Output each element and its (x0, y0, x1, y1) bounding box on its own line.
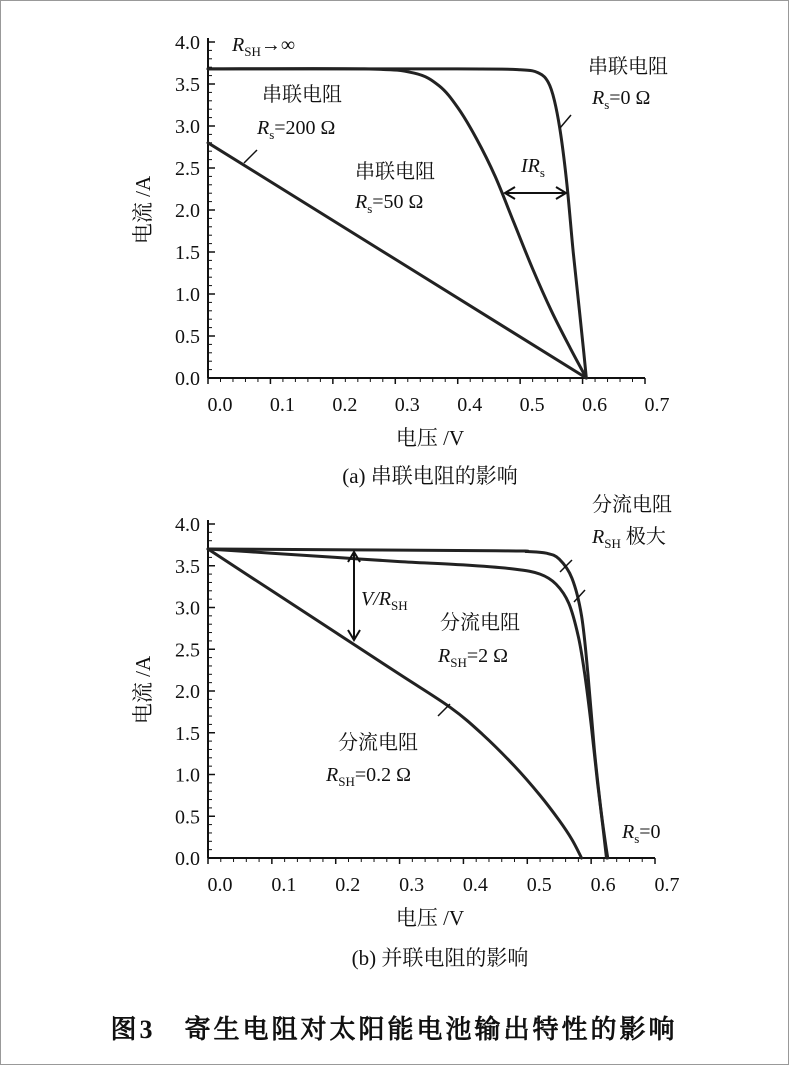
x-tick-label: 0.5 (519, 394, 545, 416)
y-tick-label: 3.0 (175, 116, 200, 138)
annotation-rs50-title: 串联电阻 (355, 161, 435, 183)
y-tick-label: 4.0 (175, 514, 200, 536)
annotation-shunt-max-value: $R_{SH}$ 极大 (592, 526, 666, 551)
x-tick-label: 0.1 (269, 394, 295, 416)
x-tick-label: 0.6 (590, 874, 616, 896)
chart-b-y-axis-label: 电流 /A (131, 655, 155, 725)
x-tick-label: 0.5 (526, 874, 552, 896)
y-tick-label: 4.0 (175, 32, 200, 54)
y-tick-label: 3.5 (175, 74, 200, 96)
y-tick-label: 1.0 (175, 764, 200, 787)
x-tick-label: 0.6 (582, 394, 608, 416)
annotation-shunt2-title: 分流电阻 (440, 612, 520, 634)
annotation-shunt2-value: $R_{SH}=2$ Ω (438, 645, 508, 670)
annotation-irs: $IR_s$ (521, 155, 545, 180)
annotation-rs200-title: 串联电阻 (262, 84, 342, 106)
chart-b-caption: (b) 并联电阻的影响 (351, 946, 529, 970)
x-tick-label: 0.2 (332, 394, 358, 416)
annotation-rs0-b: $R_s=0$ (622, 821, 661, 846)
y-tick-label: 2.0 (175, 681, 200, 703)
x-tick-label: 0.7 (644, 394, 670, 416)
y-tick-label: 0.0 (175, 848, 200, 870)
y-tick-label: 1.0 (175, 284, 200, 306)
x-tick-label: 0.3 (394, 394, 420, 416)
x-tick-label: 0.7 (654, 874, 680, 896)
x-tick-label: 0.2 (335, 874, 361, 896)
y-tick-label: 2.5 (175, 158, 200, 180)
annotation-shunt02-value: $R_{SH}=0.2$ Ω (326, 764, 411, 789)
y-tick-label: 3.5 (175, 555, 200, 578)
y-tick-label: 2.0 (175, 200, 200, 222)
x-tick-label: 0.0 (207, 394, 233, 416)
annotation-v-over-rsh: $V/R_{SH}$ (361, 588, 408, 613)
chart-b-x-axis-label: 电压 /V (395, 906, 465, 930)
y-tick-label: 0.0 (175, 368, 200, 390)
y-tick-label: 1.5 (175, 722, 200, 745)
annotation-shunt02-title: 分流电阻 (338, 732, 418, 754)
chart-a-caption: (a) 串联电阻的影响 (342, 464, 518, 488)
annotation-rs0-value: $R_s=0$ Ω (592, 87, 651, 112)
x-tick-label: 0.1 (271, 874, 297, 896)
annotation-rsh-infinity: $R_{SH}\to\infty$ (232, 34, 296, 59)
x-tick-label: 0.0 (207, 874, 233, 896)
annotation-shunt-max-title: 分流电阻 (592, 494, 672, 516)
chart-a-x-axis-label: 电压 /V (395, 426, 465, 450)
x-tick-label: 0.4 (457, 394, 483, 416)
chart-a-y-axis-label: 电流 /A (131, 175, 155, 245)
y-tick-label: 0.5 (175, 326, 200, 348)
annotation-rs0-title: 串联电阻 (588, 56, 668, 78)
figure-caption: 图3 寄生电阻对太阳能电池输出特性的影响 (110, 1015, 678, 1044)
y-tick-label: 3.0 (175, 597, 200, 620)
y-tick-label: 0.5 (175, 806, 200, 829)
annotation-rs50-value: $R_s=50$ Ω (355, 191, 424, 216)
annotation-rs200-value: $R_s=200$ Ω (257, 117, 336, 142)
y-tick-label: 2.5 (175, 639, 200, 662)
x-tick-label: 0.4 (462, 874, 488, 896)
x-tick-label: 0.3 (399, 874, 425, 896)
y-tick-label: 1.5 (175, 242, 200, 264)
